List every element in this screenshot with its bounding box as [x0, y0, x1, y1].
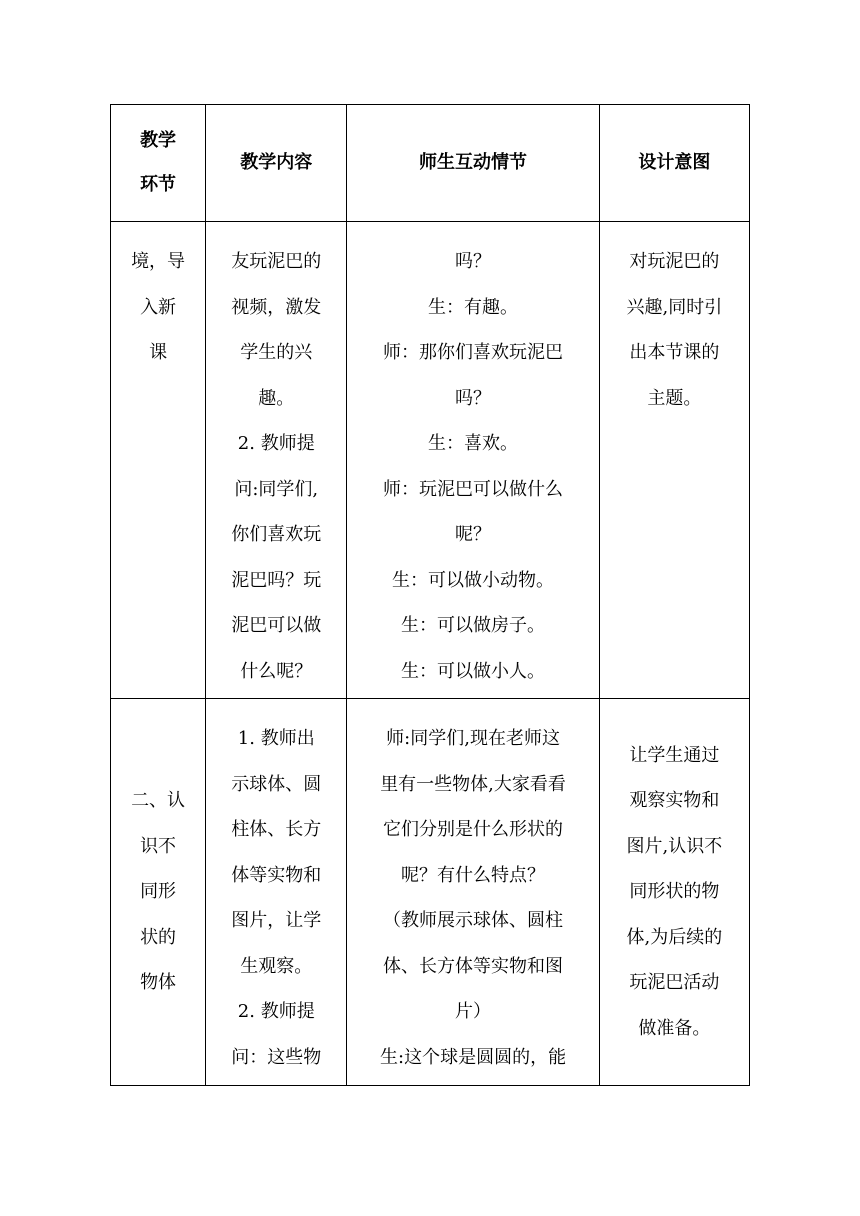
- cell-line: 对玩泥巴的: [629, 251, 720, 272]
- cell-line: 状的: [140, 926, 177, 948]
- stage-cell: [111, 699, 206, 1086]
- cell-line: 1. 教师出: [237, 728, 315, 749]
- lesson-plan-table: [110, 104, 750, 1086]
- cell-line: 主题。: [647, 387, 702, 409]
- header-content-label: 教学内容: [240, 152, 313, 173]
- table-row: [111, 222, 750, 699]
- cell-line: 识不: [140, 835, 177, 857]
- cell-line: 友玩泥巴的: [231, 251, 322, 272]
- cell-line: 图片，让学: [231, 910, 322, 931]
- header-content: [206, 105, 347, 222]
- cell-line: 体、长方体等实物和图: [383, 955, 564, 977]
- cell-line: 师：那你们喜欢玩泥巴: [383, 342, 564, 363]
- cell-line: 体等实物和: [231, 864, 322, 886]
- cell-line: 吗？: [455, 251, 492, 272]
- interaction-cell: [347, 699, 599, 1086]
- cell-line: 趣。: [258, 387, 295, 409]
- cell-line: 观察实物和: [629, 790, 720, 812]
- interaction-cell: [347, 222, 599, 699]
- content-cell: [206, 699, 347, 1086]
- cell-line: 境，导: [131, 251, 186, 272]
- cell-line: 泥巴吗？玩: [231, 569, 322, 591]
- cell-line: 生：可以做小动物。: [392, 569, 555, 591]
- cell-line: 生：可以做小人。: [401, 660, 546, 682]
- cell-line: （教师展示球体、圆柱: [383, 910, 564, 931]
- cell-line: 玩泥巴活动: [629, 972, 720, 994]
- cell-line: 同形状的物: [629, 881, 720, 903]
- cell-line: 呢？有什么特点？: [401, 864, 546, 886]
- cell-line: 泥巴可以做: [231, 615, 322, 636]
- cell-line: 入新: [140, 296, 177, 318]
- header-stage-line: 教学: [140, 130, 177, 151]
- cell-line: 呢？: [455, 524, 492, 545]
- cell-line: 图片,认识不: [626, 835, 723, 857]
- header-interaction-label: 师生互动情节: [419, 152, 528, 173]
- cell-line: 师：玩泥巴可以做什么: [383, 478, 564, 500]
- cell-line: 生:这个球是圆圆的，能: [380, 1046, 567, 1068]
- cell-line: 生：有趣。: [428, 296, 519, 318]
- cell-line: 2. 教师提: [237, 1001, 315, 1022]
- cell-line: 生观察。: [240, 955, 313, 977]
- stage-cell: [111, 222, 206, 699]
- table-row: [111, 699, 750, 1086]
- cell-line: 课: [149, 342, 168, 363]
- cell-line: 柱体、长方: [231, 819, 322, 840]
- cell-line: 吗？: [455, 387, 492, 409]
- cell-line: 物体: [140, 972, 177, 994]
- intent-cell: [599, 699, 749, 1086]
- header-intent: [599, 105, 749, 222]
- header-stage: [111, 105, 206, 222]
- header-intent-label: 设计意图: [638, 152, 711, 173]
- header-interaction: [347, 105, 599, 222]
- cell-line: 什么呢？: [240, 660, 313, 682]
- cell-line: 学生的兴: [240, 342, 313, 363]
- cell-line: 出本节课的: [629, 342, 720, 363]
- cell-line: 师:同学们,现在老师这: [386, 728, 560, 749]
- intent-cell: [599, 222, 749, 699]
- cell-line: 二、认: [131, 790, 186, 812]
- cell-line: 它们分别是什么形状的: [383, 819, 564, 840]
- cell-line: 问：这些物: [231, 1046, 322, 1068]
- cell-line: 让学生通过: [629, 744, 720, 766]
- header-stage-line: 环节: [140, 174, 177, 195]
- cell-line: 做准备。: [638, 1017, 711, 1039]
- cell-line: 你们喜欢玩: [231, 524, 322, 545]
- cell-line: 问:同学们,: [234, 478, 319, 500]
- cell-line: 生：可以做房子。: [401, 615, 546, 636]
- cell-line: 体,为后续的: [626, 926, 723, 948]
- cell-line: 生：喜欢。: [428, 433, 519, 454]
- cell-line: 片）: [455, 1001, 492, 1022]
- cell-line: 兴趣,同时引: [626, 296, 723, 318]
- cell-line: 里有一些物体,大家看看: [380, 773, 566, 795]
- cell-line: 2. 教师提: [237, 433, 315, 454]
- table-header-row: [111, 105, 750, 222]
- cell-line: 视频，激发: [231, 296, 322, 318]
- cell-line: 示球体、圆: [231, 773, 322, 795]
- cell-line: 同形: [140, 881, 177, 903]
- content-cell: [206, 222, 347, 699]
